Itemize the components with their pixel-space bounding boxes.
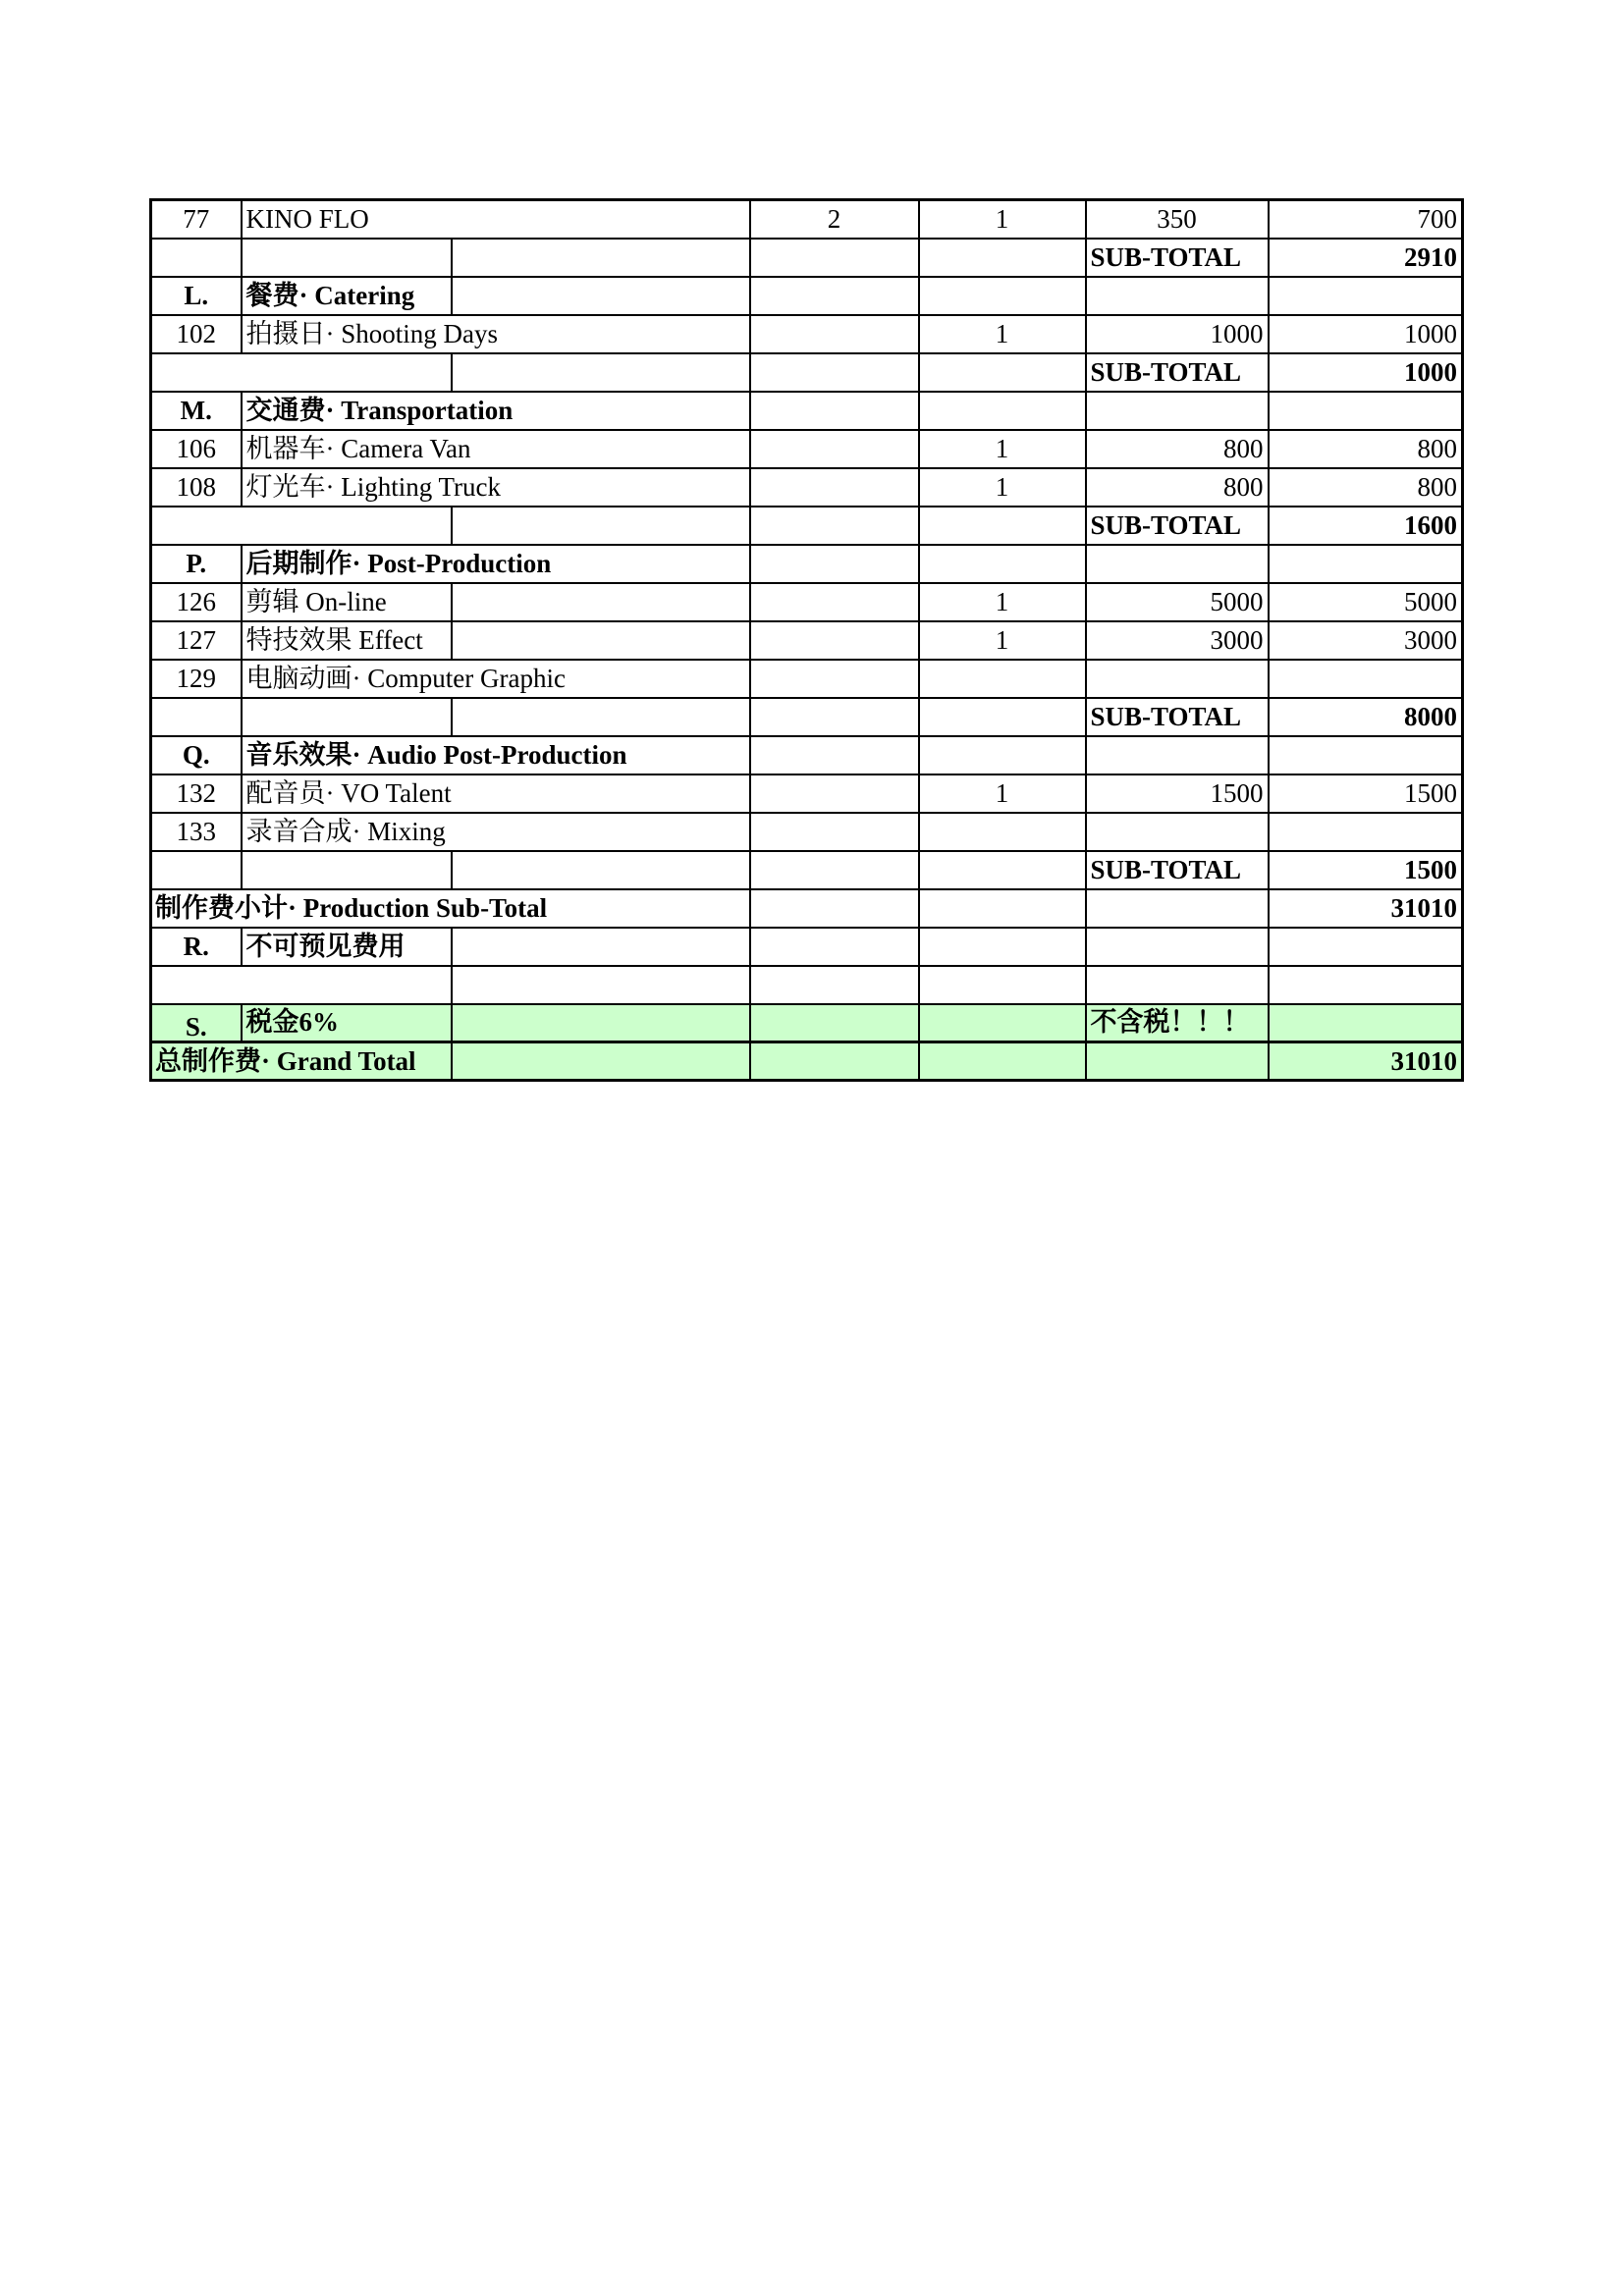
production-subtotal-row <box>151 889 1463 928</box>
section-title: 不可预见费用 <box>242 928 452 966</box>
table-row <box>151 966 1463 1004</box>
section-code: M. <box>151 392 242 430</box>
item-name: 机器车· Camera Van <box>242 430 750 468</box>
section-title: 后期制作· Post-Production <box>242 545 750 583</box>
item-qty: 1 <box>919 621 1086 660</box>
subtotal-label: SUB-TOTAL <box>1086 507 1269 545</box>
item-number: 102 <box>151 315 242 353</box>
item-number: 133 <box>151 813 242 851</box>
item-qty: 1 <box>919 430 1086 468</box>
tax-row <box>151 1004 1463 1042</box>
table-row <box>151 813 1463 851</box>
item-days: 2 <box>750 200 919 239</box>
tax-note: 不含税！！！ <box>1086 1004 1269 1042</box>
table-row <box>151 660 1463 698</box>
section-header-transportation <box>151 392 1463 430</box>
grand-total-row <box>151 1042 1463 1081</box>
subtotal-label: SUB-TOTAL <box>1086 851 1269 889</box>
section-header-audio <box>151 736 1463 774</box>
item-number: 129 <box>151 660 242 698</box>
section-title: 音乐效果· Audio Post-Production <box>242 736 750 774</box>
item-rate: 1500 <box>1086 774 1269 813</box>
subtotal-row <box>151 698 1463 736</box>
section-code: P. <box>151 545 242 583</box>
item-amount: 5000 <box>1269 583 1463 621</box>
section-header-catering <box>151 277 1463 315</box>
table-row <box>151 774 1463 813</box>
item-name: 剪辑 On-line <box>242 583 452 621</box>
item-amount: 800 <box>1269 430 1463 468</box>
table-row <box>151 200 1463 239</box>
section-code: Q. <box>151 736 242 774</box>
item-name: 录音合成· Mixing <box>242 813 750 851</box>
grand-total-label: 总制作费· Grand Total <box>151 1042 452 1081</box>
subtotal-label: SUB-TOTAL <box>1086 353 1269 392</box>
item-number: 126 <box>151 583 242 621</box>
section-title: 交通费· Transportation <box>242 392 750 430</box>
item-name: 拍摄日· Shooting Days <box>242 315 750 353</box>
section-title: 税金6% <box>242 1004 452 1042</box>
item-name: 配音员· VO Talent <box>242 774 750 813</box>
section-header-post-production <box>151 545 1463 583</box>
production-subtotal-label: 制作费小计· Production Sub-Total <box>151 889 750 928</box>
item-qty: 1 <box>919 774 1086 813</box>
section-code: R. <box>151 928 242 966</box>
item-rate: 3000 <box>1086 621 1269 660</box>
section-title: 餐费· Catering <box>242 277 452 315</box>
subtotal-value: 1600 <box>1269 507 1463 545</box>
item-amount: 700 <box>1269 200 1463 239</box>
item-number: 106 <box>151 430 242 468</box>
section-header-contingency <box>151 928 1463 966</box>
subtotal-value: 1500 <box>1269 851 1463 889</box>
subtotal-row <box>151 239 1463 277</box>
item-rate: 350 <box>1086 200 1269 239</box>
item-number: 132 <box>151 774 242 813</box>
item-qty: 1 <box>919 583 1086 621</box>
budget-table <box>149 198 1464 1082</box>
subtotal-value: 1000 <box>1269 353 1463 392</box>
item-rate: 800 <box>1086 430 1269 468</box>
production-subtotal-value: 31010 <box>1269 889 1463 928</box>
subtotal-value: 2910 <box>1269 239 1463 277</box>
item-qty: 1 <box>919 468 1086 507</box>
item-name: KINO FLO <box>242 200 750 239</box>
subtotal-value: 8000 <box>1269 698 1463 736</box>
item-rate: 5000 <box>1086 583 1269 621</box>
item-qty: 1 <box>919 315 1086 353</box>
subtotal-label: SUB-TOTAL <box>1086 239 1269 277</box>
item-rate: 1000 <box>1086 315 1269 353</box>
table-row <box>151 621 1463 660</box>
item-rate: 800 <box>1086 468 1269 507</box>
item-amount: 1000 <box>1269 315 1463 353</box>
grand-total-value: 31010 <box>1269 1042 1463 1081</box>
section-code: S. <box>151 1004 242 1042</box>
item-amount: 3000 <box>1269 621 1463 660</box>
table-row <box>151 583 1463 621</box>
item-amount <box>1269 813 1463 851</box>
item-rate <box>1086 660 1269 698</box>
item-number: 77 <box>151 200 242 239</box>
table-row <box>151 430 1463 468</box>
item-qty: 1 <box>919 200 1086 239</box>
subtotal-label: SUB-TOTAL <box>1086 698 1269 736</box>
item-amount <box>1269 660 1463 698</box>
item-name: 电脑动画· Computer Graphic <box>242 660 750 698</box>
table-row <box>151 468 1463 507</box>
item-amount: 1500 <box>1269 774 1463 813</box>
item-qty <box>919 660 1086 698</box>
table-row <box>151 315 1463 353</box>
item-rate <box>1086 813 1269 851</box>
subtotal-row <box>151 851 1463 889</box>
item-name: 灯光车· Lighting Truck <box>242 468 750 507</box>
item-number: 108 <box>151 468 242 507</box>
budget-sheet <box>149 198 1461 1082</box>
section-code: L. <box>151 277 242 315</box>
item-amount: 800 <box>1269 468 1463 507</box>
subtotal-row <box>151 353 1463 392</box>
subtotal-row <box>151 507 1463 545</box>
item-number: 127 <box>151 621 242 660</box>
item-name: 特技效果 Effect <box>242 621 452 660</box>
item-qty <box>919 813 1086 851</box>
